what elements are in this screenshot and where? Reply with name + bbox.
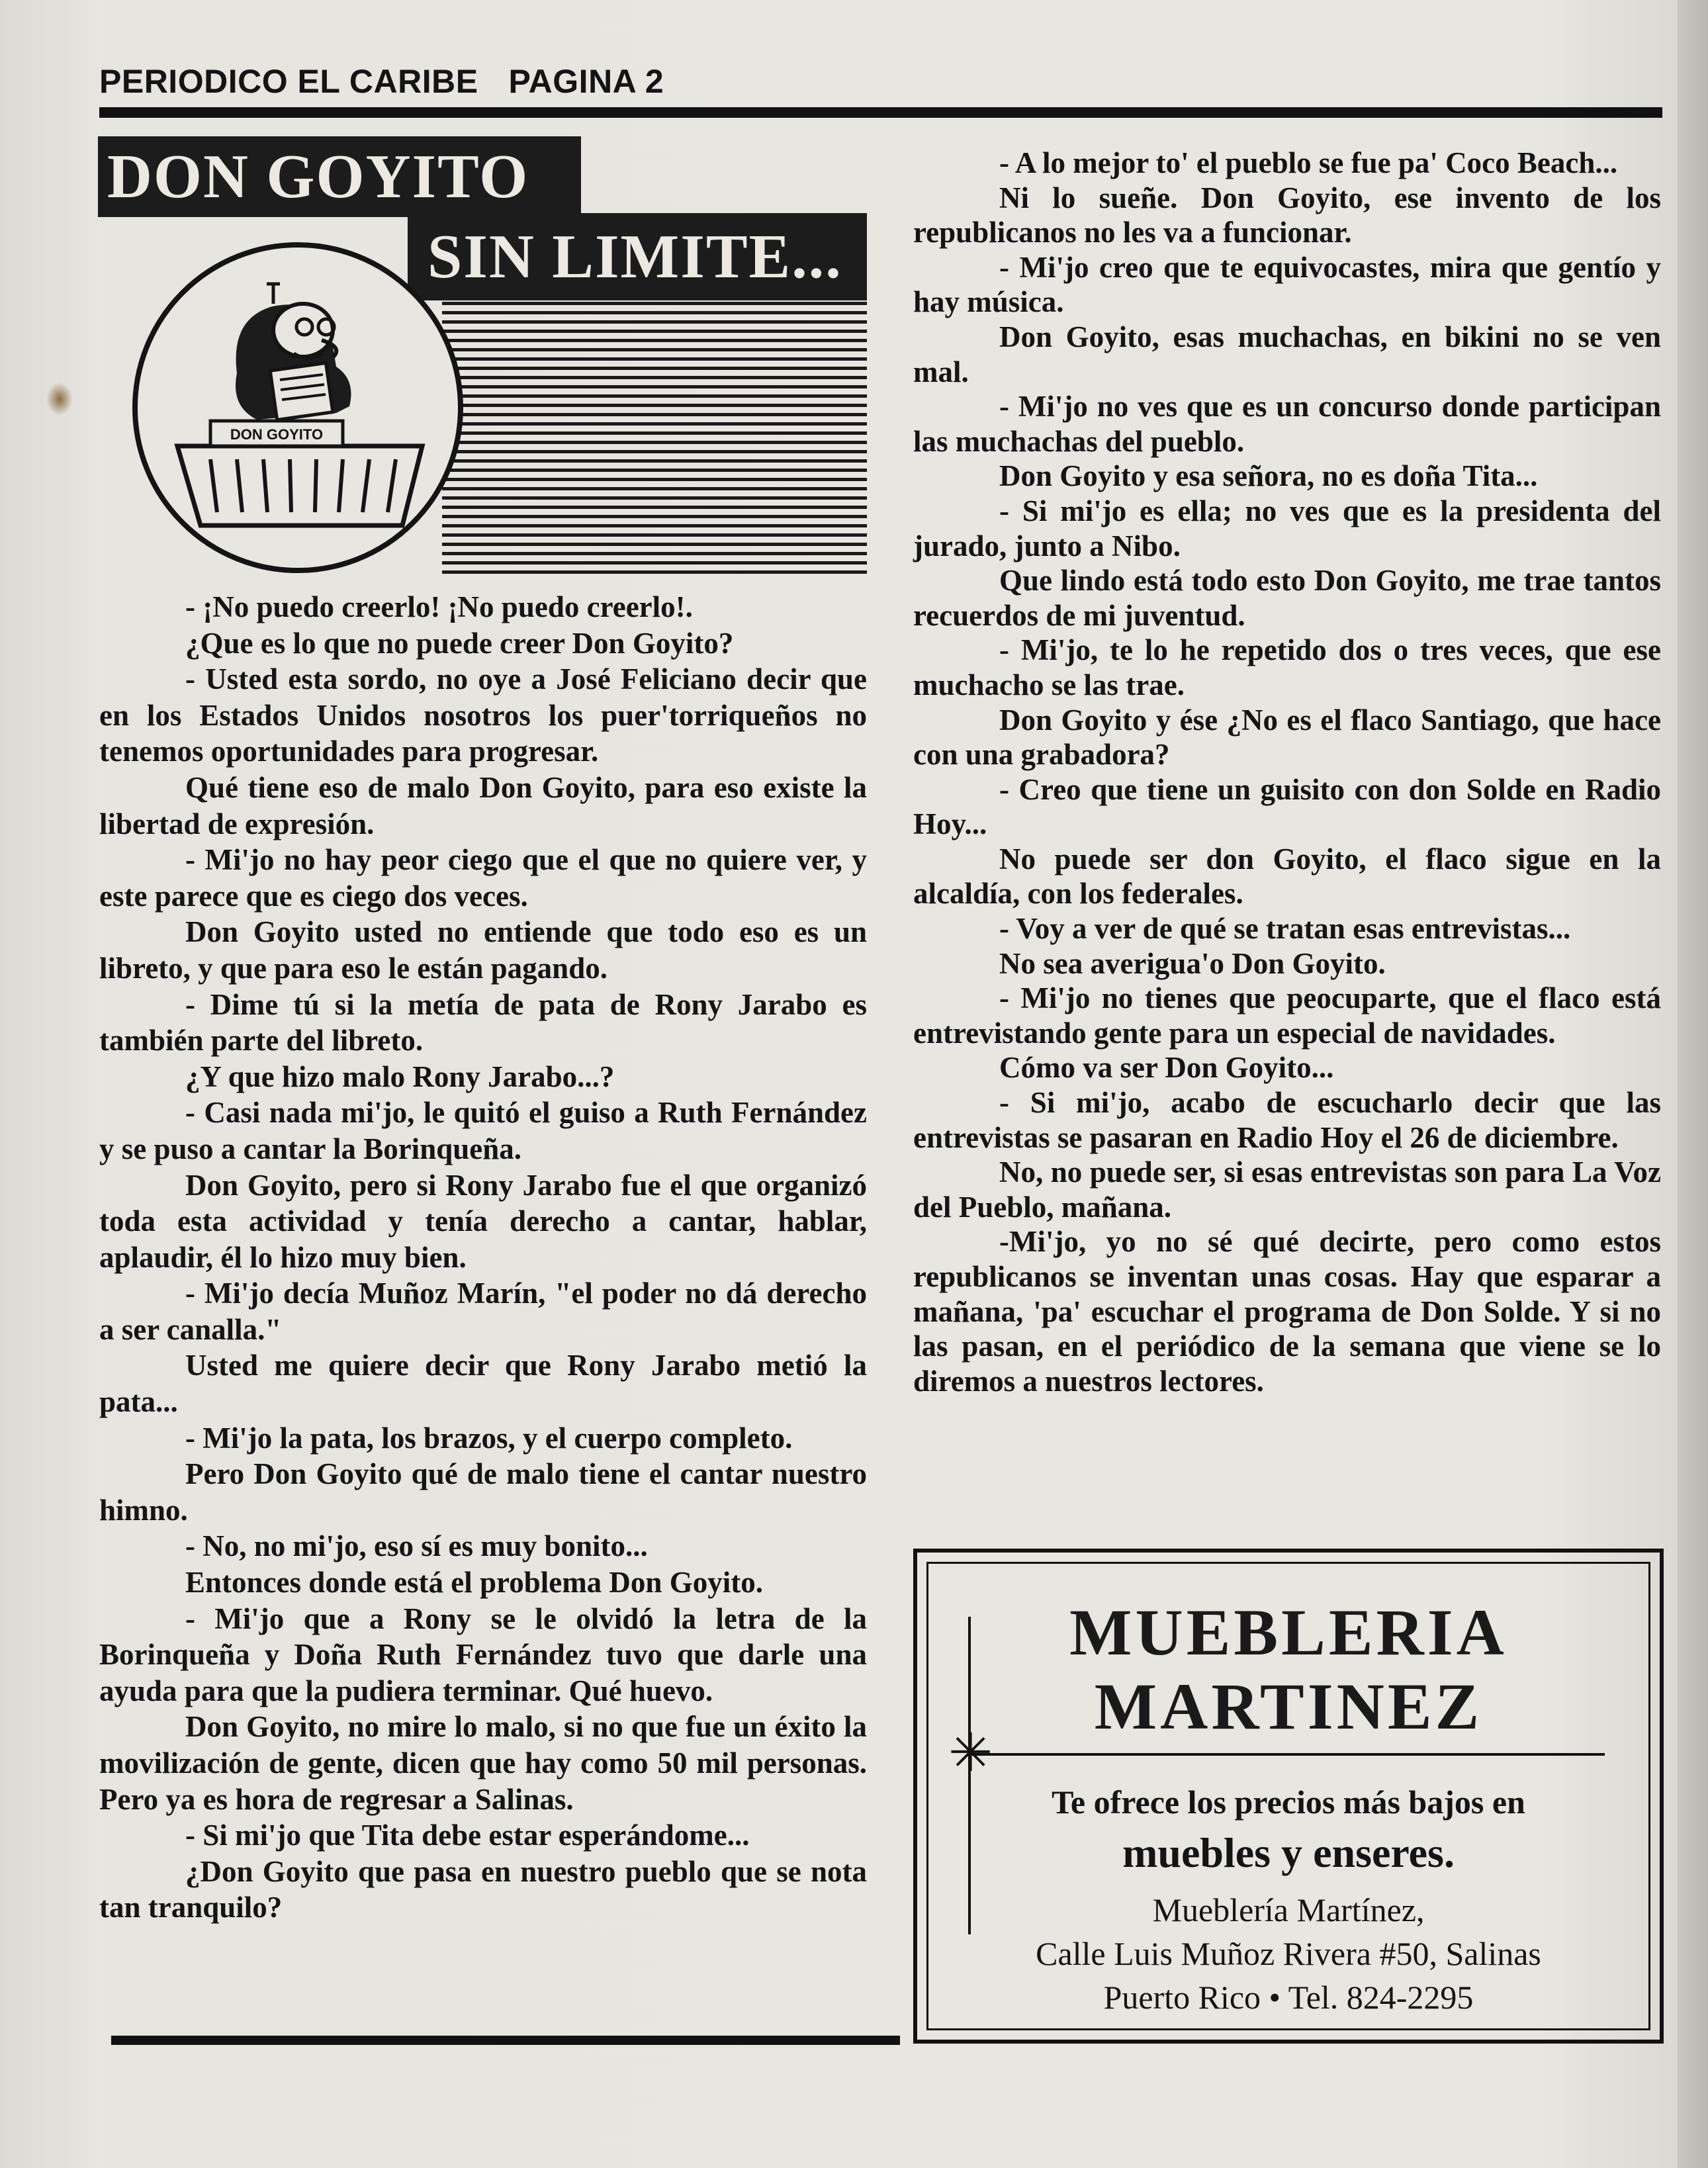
column-title-line1: DON GOYITO — [98, 136, 581, 217]
article-right-column — [913, 146, 1661, 1398]
ad-address-line: Mueblería Martínez, — [1152, 1891, 1425, 1928]
paragraph: Cómo va ser Don Goyito... — [999, 1051, 1334, 1085]
paragraph: - Creo que tiene un guisito con don Solde en Radio Hoy... — [913, 772, 1661, 841]
ad-brand-name — [928, 1596, 1648, 1744]
article-left-column — [99, 589, 867, 1926]
newspaper-name: PERIODICO EL CARIBE — [99, 63, 478, 100]
paragraph: - Mi'jo no tienes que peocuparte, que el flaco está entrevistando gente para un especial de navidades. — [913, 981, 1661, 1050]
ad-offer-emphasis: muebles y enseres. — [1122, 1829, 1455, 1876]
paragraph: - Mi'jo la pata, los brazos, y el cuerpo completo. — [185, 1421, 793, 1455]
paragraph: Que lindo está todo esto Don Goyito, me trae tantos recuerdos de mi juventud. — [913, 564, 1661, 632]
paragraph: - Mi'jo, te lo he repetido dos o tres veces, que ese muchacho se las trae. — [913, 633, 1661, 701]
cartoon-illustration — [132, 242, 463, 573]
paragraph: No, no puede ser, si esas entrevistas son para La Voz del Pueblo, mañana. — [913, 1155, 1661, 1224]
paragraph: ¿Que es lo que no puede creer Don Goyito? — [185, 626, 734, 660]
column-title-block — [98, 136, 867, 586]
cartoon-nameplate: DON GOYITO — [230, 426, 324, 443]
paragraph: - A lo mejor to' el pueblo se fue pa' Coco Beach... — [999, 146, 1618, 179]
paragraph: ¿Don Goyito que pasa en nuestro pueblo que se nota tan tranquilo? — [99, 1854, 867, 1924]
paragraph: Usted me quiere decir que Rony Jarabo metió la pata... — [99, 1349, 867, 1419]
paragraph: No puede ser don Goyito, el flaco sigue en la alcaldía, con los federales. — [913, 842, 1661, 911]
paragraph: - ¡No puedo creerlo! ¡No puedo creerlo!. — [185, 590, 693, 623]
advertisement — [913, 1549, 1664, 2044]
paragraph: - Voy a ver de qué se tratan esas entrevistas... — [999, 912, 1571, 946]
paragraph: - Mi'jo no ves que es un concurso donde participan las muchachas del pueblo. — [913, 390, 1661, 458]
ad-address-line: Puerto Rico • Tel. 824-2295 — [1103, 1979, 1474, 2016]
paragraph: Don Goyito, esas muchachas, en bikini no se ven mal. — [913, 320, 1661, 388]
paragraph: - Mi'jo no hay peor ciego que el que no quiere ver, y este parece que es ciego dos veces. — [99, 843, 867, 913]
paragraph: - Si mi'jo es ella; no ves que es la presidenta del jurado, junto a Nibo. — [913, 494, 1661, 563]
paragraph: ¿Y que hizo malo Rony Jarabo...? — [185, 1060, 615, 1093]
paragraph: Entonces donde está el problema Don Goyito. — [185, 1566, 763, 1600]
sparkle-icon: ✳ — [948, 1722, 993, 1784]
paragraph: - Mi'jo que a Rony se le olvidó la letra de la Borinqueña y Doña Ruth Fernández tuvo que darle una ayuda para que la pudiera terminar. Qué huevo. — [99, 1602, 867, 1707]
ad-brand-line: MUEBLERIA — [1069, 1596, 1507, 1669]
paragraph: -Mi'jo, yo no sé qué decirte, pero como estos republicanos se inventan unas cosas. Hay que esparar a mañana, 'pa' escuchar el programa de Don Solde. Y si no las pasan, en el periódico de la semana que viene se lo diremos a nuestros lectores. — [913, 1225, 1661, 1398]
ad-brand-line: MARTINEZ — [1094, 1670, 1483, 1743]
ad-address — [928, 1888, 1648, 2019]
paragraph: Qué tiene eso de malo Don Goyito, para eso existe la libertad de expresión. — [99, 770, 867, 840]
paragraph: Don Goyito y ése ¿No es el flaco Santiago, que hace con una grabadora? — [913, 703, 1661, 772]
paragraph: - Dime tú si la metía de pata de Rony Jarabo es también parte del libreto. — [99, 987, 867, 1058]
hatch-pattern — [442, 302, 867, 580]
page-number: PAGINA 2 — [508, 63, 664, 100]
paragraph: Pero Don Goyito qué de malo tiene el cantar nuestro himno. — [99, 1457, 867, 1527]
paragraph: - Mi'jo creo que te equivocastes, mira que gentío y hay música. — [913, 250, 1661, 319]
advertisement-inner-border — [926, 1562, 1650, 2030]
paragraph: - Casi nada mi'jo, le quitó el guiso a Ruth Fernández y se puso a cantar la Borinqueña. — [99, 1096, 867, 1165]
paragraph: - No, no mi'jo, eso sí es muy bonito... — [185, 1529, 648, 1563]
paragraph: Don Goyito y esa señora, no es doña Tita... — [999, 459, 1538, 493]
column-end-rule — [111, 2036, 900, 2045]
header-rule — [99, 107, 1662, 118]
paragraph: - Usted esta sordo, no oye a José Feliciano decir que en los Estados Unidos nosotros los puer'torriqueños no tenemos oportunidades para progresar. — [99, 662, 867, 768]
page-edge — [1678, 0, 1708, 2168]
paragraph: - Si mi'jo que Tita debe estar esperándome... — [185, 1819, 750, 1852]
ad-offer: Te ofrece los precios más bajos en — [1052, 1784, 1525, 1821]
don-goyito-cartoon-icon — [138, 248, 458, 568]
paragraph: - Mi'jo decía Muñoz Marín, "el poder no dá derecho a ser canalla." — [99, 1277, 867, 1346]
paper-stain — [46, 383, 73, 416]
column-title-line2: SIN LIMITE... — [408, 213, 867, 300]
paragraph: Don Goyito usted no entiende que todo eso es un libreto, y que para eso le están pagando. — [99, 915, 867, 985]
paragraph: - Si mi'jo, acabo de escucharlo decir que las entrevistas se pasaran en Radio Hoy el 26 de diciembre. — [913, 1086, 1661, 1154]
paragraph: Don Goyito, pero si Rony Jarabo fue el que organizó toda esta actividad y tenía derecho a cantar, hablar, aplaudir, él lo hizo muy bien. — [99, 1168, 867, 1274]
ad-address-line: Calle Luis Muñoz Rivera #50, Salinas — [1036, 1935, 1541, 1972]
paragraph: No sea averigua'o Don Goyito. — [999, 946, 1386, 980]
paragraph: Don Goyito, no mire lo malo, si no que fue un éxito la movilización de gente, dicen que hay como 50 mil personas. Pero ya es hora de regresar a Salinas. — [99, 1710, 867, 1816]
ad-decor-line — [969, 1753, 1605, 1756]
page-header — [99, 62, 1661, 101]
paragraph: Ni lo sueñe. Don Goyito, ese invento de los republicanos no les va a funcionar. — [913, 181, 1661, 249]
